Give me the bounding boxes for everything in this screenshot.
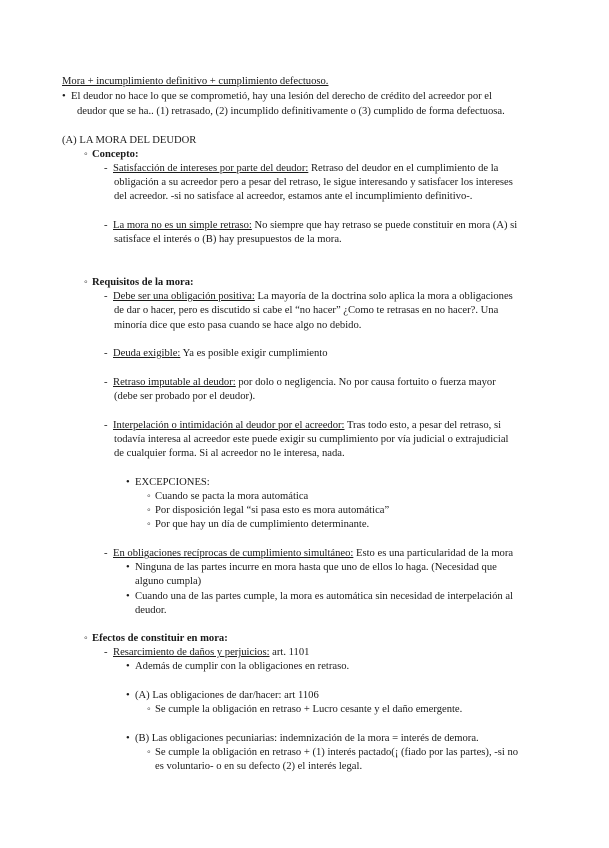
requisitos-item-4-label: Interpelación o intimidación al deudor por el acreedor:	[113, 420, 345, 431]
concepto-item-2-line2: satisface el interés o (B) hay presupuestos de la mora.	[114, 234, 342, 245]
intro-bullet-line2: deudor que se ha.. (1) retrasado, (2) incumplido definitivamente o (3) cumplido de forma defectuosa.	[77, 106, 505, 117]
circle-glyph: ◦	[147, 747, 151, 758]
concepto-title-text: Concepto:	[92, 149, 139, 160]
intro-text: El deudor no hace lo que se comprometió, hay una lesión del derecho de crédito del acreedor por el	[71, 91, 492, 102]
requisitos-item-4	[104, 418, 501, 433]
reciprocas-sub-1-text: Ninguna de las partes incurre en mora hasta que uno de ellos lo haga. (Necesidad que	[135, 562, 497, 573]
efectos-title	[84, 631, 228, 646]
efectos-item-3	[126, 731, 479, 746]
excepcion-text: Por que hay un día de cumplimiento determinante.	[155, 519, 370, 530]
concepto-item-2	[104, 218, 517, 233]
requisitos-item-4-line3: de cualquier forma. Si al acreedor no le interesa, nada.	[114, 448, 345, 459]
dash-glyph: -	[104, 420, 108, 431]
bullet-glyph: •	[62, 91, 66, 102]
efectos-item-3-text: (B) Las obligaciones pecuniarias: indemnización de la mora = interés de demora.	[135, 733, 479, 744]
efectos-item-2	[126, 688, 319, 703]
concepto-item-2-label: La mora no es un simple retraso:	[113, 220, 252, 231]
requisitos-item-3-label: Retraso imputable al deudor:	[113, 377, 236, 388]
dash-glyph: -	[104, 377, 108, 388]
bullet-glyph: •	[126, 661, 130, 672]
requisitos-item-1	[104, 289, 513, 304]
concepto-item-1-text: Retraso del deudor en el cumplimiento de la	[308, 163, 499, 174]
intro-bullet-line1	[62, 89, 492, 104]
circle-glyph: ◦	[147, 519, 151, 530]
dash-glyph: -	[104, 548, 108, 559]
requisitos-title	[84, 275, 194, 290]
efectos-item-2-sub	[147, 702, 462, 717]
requisitos-item-2	[104, 346, 328, 361]
excepcion-text: Cuando se pacta la mora automática	[155, 491, 309, 502]
requisitos-title-text: Requisitos de la mora:	[92, 277, 194, 288]
excepcion-item-2	[147, 503, 389, 518]
intro-heading: Mora + incumplimiento definitivo + cumplimiento defectuoso.	[62, 76, 329, 87]
requisitos-item-3	[104, 375, 496, 390]
concepto-item-1-line2: obligación a su acreedor pero a pesar del retraso, le sigue interesando y satisfacer los intereses	[114, 177, 513, 188]
circle-glyph: ◦	[84, 277, 88, 288]
requisitos-item-3-text: por dolo o negligencia. No por causa fortuito o fuerza mayor	[235, 377, 496, 388]
requisitos-item-3-line2: (debe ser probado por el deudor).	[114, 391, 256, 402]
excepciones-title-text: EXCEPCIONES:	[135, 477, 210, 488]
reciprocas-item	[104, 546, 513, 561]
section-a-title: (A) LA MORA DEL DEUDOR	[62, 135, 197, 146]
excepcion-text: Por disposición legal “si pasa esto es mora automática”	[155, 505, 390, 516]
bullet-glyph: •	[126, 733, 130, 744]
efectos-item-3-sub-line2: es voluntario- o en su defecto (2) el interés legal.	[155, 761, 363, 772]
requisitos-item-1-line2: de dar o hacer, pero es discutido si cabe el “no hacer” ¿Como te retrasas en no hacer?. Una	[114, 305, 499, 316]
requisitos-item-1-label: Debe ser una obligación positiva:	[113, 291, 255, 302]
dash-glyph: -	[104, 647, 108, 658]
dash-glyph: -	[104, 163, 108, 174]
circle-glyph: ◦	[84, 633, 88, 644]
requisitos-item-4-text: Tras todo esto, a pesar del retraso, si	[344, 420, 502, 431]
requisitos-item-1-line3: minoría dice que esto pasa cuando se hace algo no debido.	[114, 320, 362, 331]
efectos-resarcimiento	[104, 645, 309, 660]
resarcimiento-text: art. 1101	[269, 647, 310, 658]
efectos-item-3-sub-text: Se cumple la obligación en retraso + (1) interés pactado(¡ (fiado por las partes), -si no	[155, 747, 519, 758]
requisitos-item-2-text: Ya es posible exigir cumplimiento	[180, 348, 328, 359]
concepto-item-2-text: No siempre que hay retraso se puede constituir en mora (A) si	[251, 220, 518, 231]
bullet-glyph: •	[126, 690, 130, 701]
reciprocas-sub-2-text: Cuando una de las partes cumple, la mora es automática sin necesidad de interpelación al	[135, 591, 513, 602]
dash-glyph: -	[104, 291, 108, 302]
dash-glyph: -	[104, 220, 108, 231]
requisitos-item-2-label: Deuda exigible:	[113, 348, 181, 359]
circle-glyph: ◦	[147, 491, 151, 502]
efectos-item-2-text: (A) Las obligaciones de dar/hacer: art 1106	[135, 690, 319, 701]
efectos-item-2-sub-text: Se cumple la obligación en retraso + Lucro cesante y el daño emergente.	[155, 704, 463, 715]
resarcimiento-label: Resarcimiento de daños y perjuicios:	[113, 647, 270, 658]
excepcion-item-1	[147, 489, 308, 504]
efectos-item-3-sub	[147, 745, 518, 760]
bullet-glyph: •	[126, 591, 130, 602]
concepto-title	[84, 147, 139, 162]
requisitos-item-1-text: La mayoría de la doctrina solo aplica la mora a obligaciones	[254, 291, 513, 302]
reciprocas-sub-1	[126, 560, 497, 575]
reciprocas-label: En obligaciones recíprocas de cumplimiento simultáneo:	[113, 548, 354, 559]
dash-glyph: -	[104, 348, 108, 359]
excepciones-title	[126, 475, 210, 490]
circle-glyph: ◦	[84, 149, 88, 160]
efectos-title-text: Efectos de constituir en mora:	[92, 633, 228, 644]
concepto-item-1-line3: del acreedor. -si no satisface al acreedor, estamos ante el incumplimiento definitivo-.	[114, 191, 473, 202]
reciprocas-sub-2-line2: deudor.	[135, 605, 167, 616]
requisitos-item-4-line2: todavía interesa al acreedor este puede exigir su cumplimiento por vía judicial o extrajudicial	[114, 434, 509, 445]
reciprocas-sub-2	[126, 589, 513, 604]
efectos-item-1-text: Además de cumplir con la obligaciones en retraso.	[135, 661, 350, 672]
circle-glyph: ◦	[147, 704, 151, 715]
circle-glyph: ◦	[147, 505, 151, 516]
concepto-item-1-label: Satisfacción de intereses por parte del deudor:	[113, 163, 309, 174]
bullet-glyph: •	[126, 562, 130, 573]
concepto-item-1	[104, 161, 498, 176]
reciprocas-sub-1-line2: alguno cumpla)	[135, 576, 202, 587]
excepcion-item-3	[147, 517, 369, 532]
bullet-glyph: •	[126, 477, 130, 488]
efectos-item-1	[126, 659, 349, 674]
reciprocas-text: Esto es una particularidad de la mora	[353, 548, 514, 559]
